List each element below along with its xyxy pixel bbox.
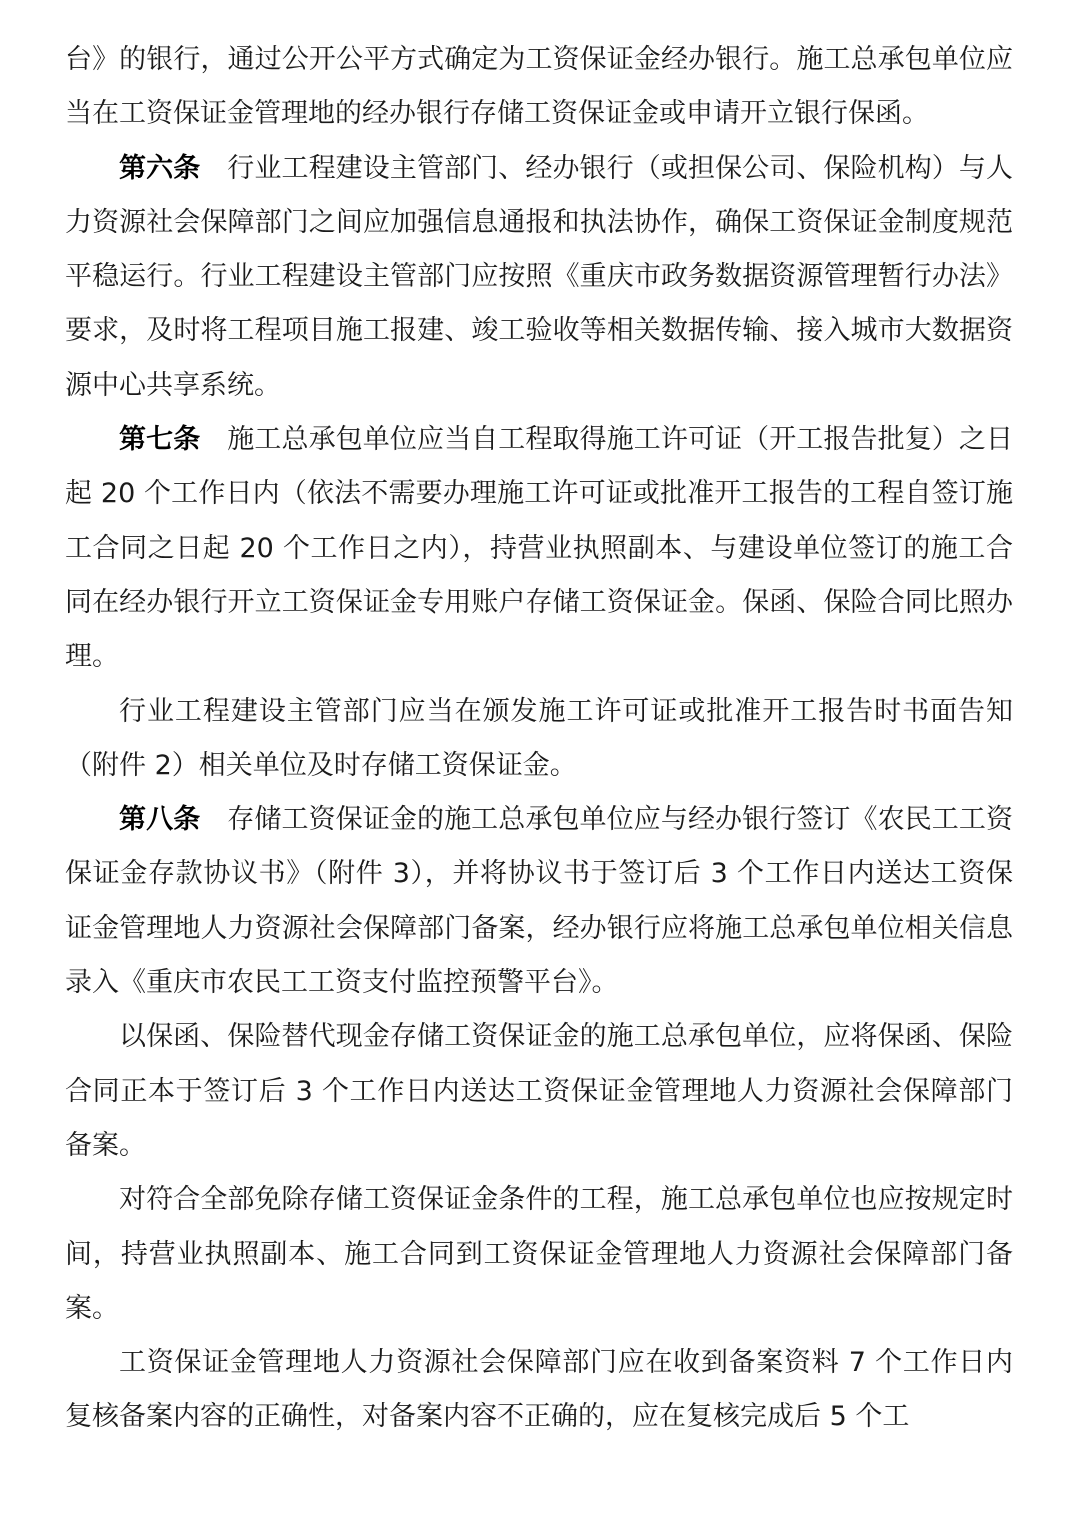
paragraph-continued xyxy=(65,33,1013,142)
article-8-subparagraph xyxy=(65,1336,1013,1445)
paragraph-text: 行业工程建设主管部门、经办银行（或担保公司、保险机构）与人力资源社会保障部门之间应加强信息通报和执法协作，确保工资保证金制度规范平稳运行。行业工程建设主管部门应按照《重庆市政务数据资源管理暂行办法》要求，及时将工程项目施工报建、竣工验收等相关数据传输、接入城市大数据资源中心共享系统。 xyxy=(65,152,1014,401)
paragraph-text: 对符合全部免除存储工资保证金条件的工程，施工总承包单位也应按规定时间，持营业执照副本、施工合同到工资保证金管理地人力资源社会保障部门备案。 xyxy=(65,1184,1013,1324)
article-number: 第八条 xyxy=(119,804,201,836)
article-8-paragraph xyxy=(65,793,1013,1010)
article-8-subparagraph xyxy=(65,1010,1013,1173)
article-6-paragraph xyxy=(65,142,1013,413)
article-number: 第六条 xyxy=(119,152,201,184)
article-number: 第七条 xyxy=(119,424,201,456)
article-7-subparagraph xyxy=(65,685,1013,794)
paragraph-text: 工资保证金管理地人力资源社会保障部门应在收到备案资料 7 个工作日内复核备案内容的正确性，对备案内容不正确的，应在复核完成后 5 个工 xyxy=(65,1347,1013,1433)
paragraph-text: 行业工程建设主管部门应当在颁发施工许可证或批准开工报告时书面告知（附件 2）相关单位及时存储工资保证金。 xyxy=(65,695,1013,781)
article-8-subparagraph xyxy=(65,1173,1013,1336)
article-7-paragraph xyxy=(65,413,1013,684)
paragraph-text: 台》的银行，通过公开公平方式确定为工资保证金经办银行。施工总承包单位应当在工资保证金管理地的经办银行存储工资保证金或申请开立银行保函。 xyxy=(65,44,1013,130)
paragraph-text: 施工总承包单位应当自工程取得施工许可证（开工报告批复）之日起 20 个工作日内（依法不需要办理施工许可证或批准开工报告的工程自签订施工合同之日起 20 个工作日之内），持营业执照副本、与建设单位签订的施工合同在经办银行开立工资保证金专用账户存储工资保证金。保函、保险合同比照办理。 xyxy=(65,424,1014,673)
paragraph-text: 存储工资保证金的施工总承包单位应与经办银行签订《农民工工资保证金存款协议书》（附件 3），并将协议书于签订后 3 个工作日内送达工资保证金管理地人力资源社会保障部门备案，经办银行应将施工总承包单位相关信息录入《重庆市农民工工资支付监控预警平台》。 xyxy=(65,804,1014,999)
document-body xyxy=(65,33,1013,1445)
paragraph-text: 以保函、保险替代现金存储工资保证金的施工总承包单位，应将保函、保险合同正本于签订后 3 个工作日内送达工资保证金管理地人力资源社会保障部门备案。 xyxy=(65,1021,1013,1161)
